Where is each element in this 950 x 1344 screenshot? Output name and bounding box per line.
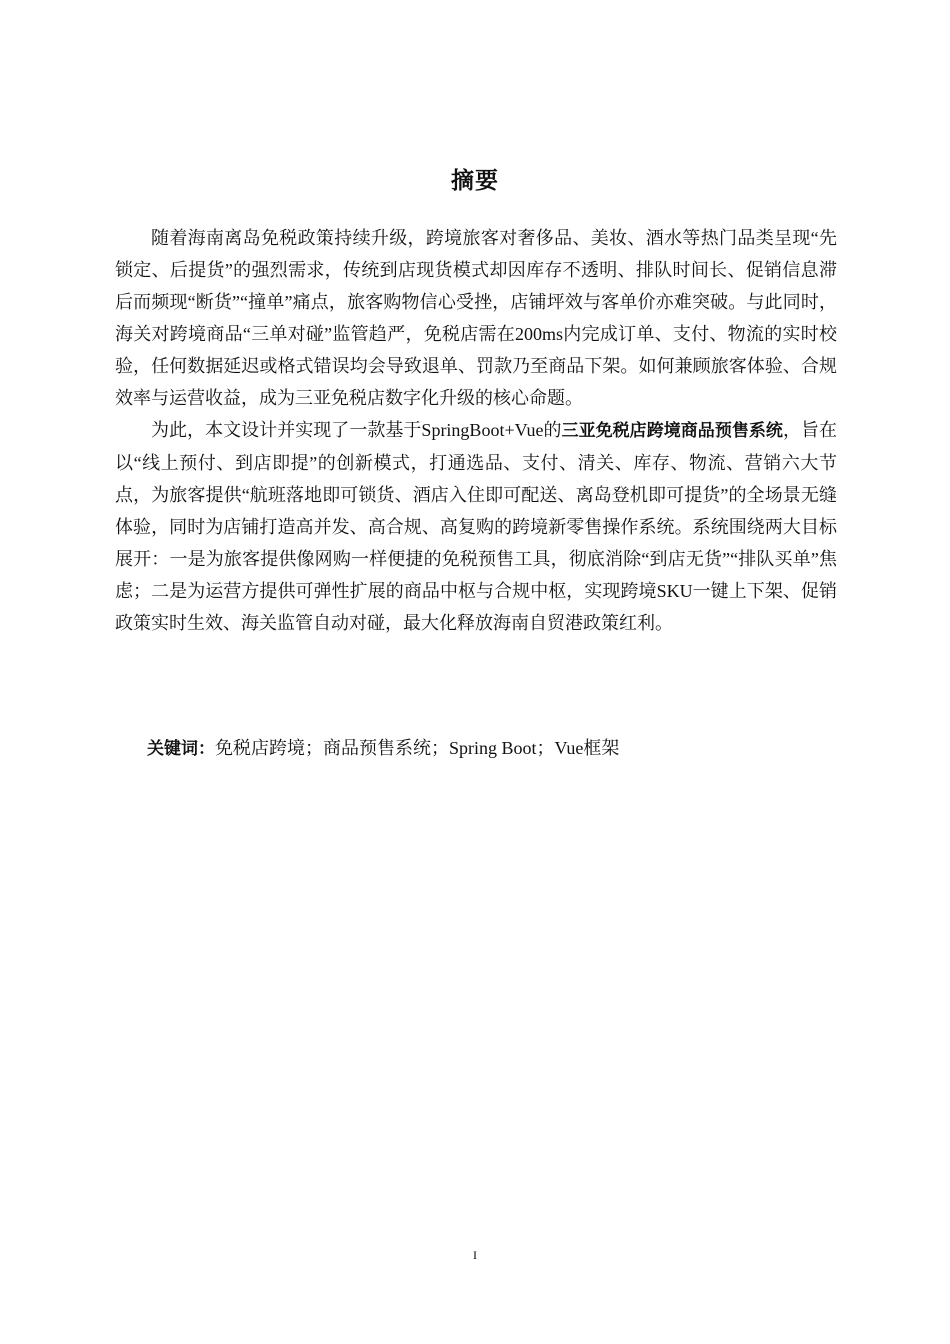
- abstract-body: [115, 222, 837, 639]
- page-title: 摘要: [451, 168, 499, 194]
- page-number: I: [473, 1248, 477, 1262]
- keywords-label: 关键词：: [147, 739, 215, 759]
- paragraph-2-rest: ，旨在以“线上预付、到店即提”的创新模式，打通选品、支付、清关、库存、物流、营销六大节点，为旅客提供“航班落地即可锁货、酒店入住即可配送、离岛登机即可提货”的全场景无缝体验，同时为店铺打造高并发、高合规、高复购的跨境新零售操作系统。系统围绕两大目标展开：一是为旅客提供像网购一样便捷的免税预售工具，彻底消除“到店无货”“排队买单”焦虑；二是为运营方提供可弹性扩展的商品中枢与合规中枢，实现跨境SKU一键上下架、促销政策实时生效、海关监管自动对碰，最大化释放海南自贸港政策红利。: [115, 420, 837, 633]
- abstract-paragraph-1: 随着海南离岛免税政策持续升级，跨境旅客对奢侈品、美妆、酒水等热门品类呈现“先锁定、后提货”的强烈需求，传统到店现货模式却因库存不透明、排队时间长、促销信息滞后而频现“断货”“撞单”痛点，旅客购物信心受挫，店铺坪效与客单价亦难突破。与此同时，海关对跨境商品“三单对碰”监管趋严，免税店需在200ms内完成订单、支付、物流的实时校验，任何数据延迟或格式错误均会导致退单、罚款乃至商品下架。如何兼顾旅客体验、合规效率与运营收益，成为三亚免税店数字化升级的核心命题。: [115, 228, 837, 408]
- keywords-text: 免税店跨境；商品预售系统；Spring Boot；Vue框架: [215, 738, 620, 758]
- paragraph-2-lead: 为此，本文设计并实现了一款基于SpringBoot+Vue的: [151, 420, 562, 440]
- system-name-emphasis: 三亚免税店跨境商品预售系统: [561, 421, 783, 441]
- keywords-line: [147, 732, 837, 765]
- abstract-paragraph-2: [115, 414, 837, 639]
